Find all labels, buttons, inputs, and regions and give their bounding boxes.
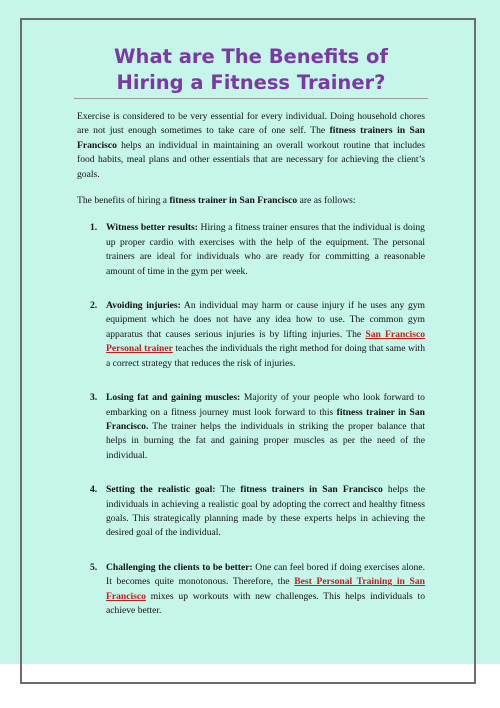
best-personal-training-link[interactable]: Best Personal Training in San Francisco bbox=[106, 576, 425, 602]
sf-personal-trainer-link[interactable]: San Francisco Personal trainer bbox=[106, 328, 425, 355]
list-text: teaches the individuals the right method for doing that same with a correct strategy that reduces the risk of injuries. bbox=[106, 343, 426, 369]
list-heading: Avoiding injuries: bbox=[106, 300, 181, 312]
benefits-intro-text-2: are as follows: bbox=[297, 195, 356, 207]
article bbox=[77, 44, 425, 638]
list-bold: fitness trainer in San Francisco. bbox=[106, 406, 425, 432]
list-text: mixes up workouts with new challenges. This helps individuals to achieve better. bbox=[106, 590, 425, 616]
list-text: The trainer helps the individuals in striking the proper balance that helps in burning the fat and gaining proper muscles as per the need of the individual. bbox=[106, 420, 425, 461]
intro-text-2: helps an individual in maintaining an overall workout routine that includes food habits, meal plans and other essentials that are necessary for achieving the client’s goals. bbox=[77, 139, 425, 180]
title-line-2: Hiring a Fitness Trainer? bbox=[116, 71, 386, 94]
benefits-list bbox=[77, 221, 425, 618]
list-heading: Witness better results: bbox=[106, 222, 198, 234]
list-number: 5. bbox=[90, 561, 98, 573]
list-text: helps the individuals in achieving a realistic goal by adopting the correct and healthy fitness goals. This strategically planning made by these experts helps in achieving the desired goal of the individual. bbox=[106, 484, 425, 539]
list-number: 1. bbox=[90, 222, 98, 234]
list-item bbox=[77, 221, 425, 279]
list-text: Majority of your people who look forward to embarking on a fitness journey must look forward to this bbox=[106, 392, 425, 418]
title-line-1: What are The Benefits of bbox=[114, 45, 388, 68]
title-divider bbox=[74, 98, 428, 99]
list-item bbox=[77, 391, 425, 463]
benefits-intro-bold: fitness trainer in San Francisco bbox=[169, 195, 298, 207]
page-title bbox=[77, 44, 425, 96]
list-heading: Setting the realistic goal: bbox=[106, 484, 216, 496]
list-item bbox=[77, 299, 425, 371]
list-item bbox=[77, 483, 425, 541]
list-heading: Challenging the clients to be better: bbox=[106, 561, 253, 573]
list-number: 2. bbox=[90, 300, 98, 312]
list-heading: Losing fat and gaining muscles: bbox=[106, 392, 241, 404]
benefits-intro bbox=[77, 194, 425, 208]
list-bold: fitness trainers in San Francisco bbox=[240, 484, 383, 496]
list-text: An individual may harm or cause injury if he uses any gym equipment which he does not have any idea how to use. The common gym apparatus that causes serious injuries is by lifting injuries. The bbox=[106, 300, 425, 340]
intro-bold: fitness trainers in San Francisco bbox=[77, 125, 426, 151]
list-item bbox=[77, 561, 425, 619]
intro-text-1: Exercise is considered to be very essential for every individual. Doing household chores are not just enough sometimes to take care of one self. The bbox=[77, 111, 425, 137]
list-number: 3. bbox=[90, 392, 98, 404]
list-text: The bbox=[215, 484, 241, 496]
list-text: One can feel bored if doing exercises alone. It becomes quite monotonous. Therefore, the bbox=[106, 561, 425, 588]
list-number: 4. bbox=[90, 484, 98, 496]
list-text: Hiring a fitness trainer ensures that the individual is doing up proper cardio with exercises with the help of the equipment. The personal trainers are ideal for individuals who are ready for committing a reasonable amount of time in the gym per week. bbox=[106, 222, 425, 277]
intro-paragraph bbox=[77, 110, 425, 182]
benefits-intro-text-1: The benefits of hiring a bbox=[77, 195, 170, 207]
